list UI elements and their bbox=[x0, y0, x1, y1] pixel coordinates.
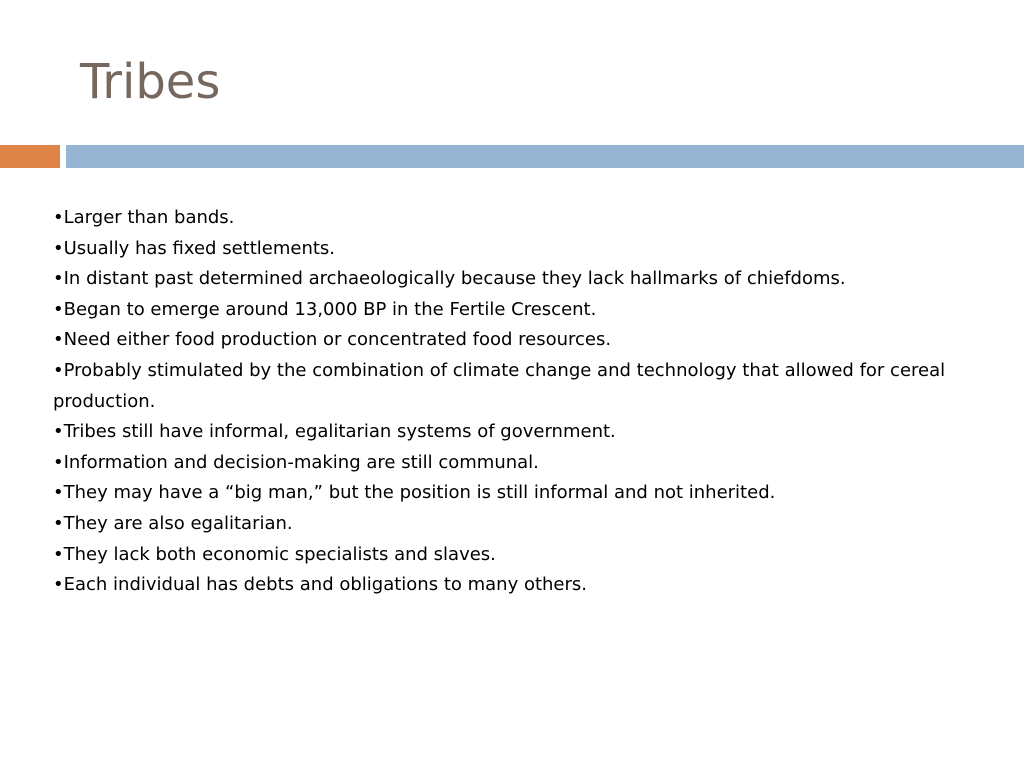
bullet-item bbox=[53, 264, 973, 295]
bullet-item bbox=[53, 448, 973, 479]
bullet-text: Probably stimulated by the combination of climate change and technology that allowed for cereal production. bbox=[53, 359, 946, 412]
bullet-text: Need either food production or concentrated food resources. bbox=[63, 329, 612, 351]
bullet-text: They are also egalitarian. bbox=[63, 512, 293, 534]
bullet-item bbox=[53, 509, 973, 540]
slide-title: Tribes bbox=[80, 54, 221, 110]
bullet-text: Tribes still have informal, egalitarian systems of government. bbox=[63, 421, 616, 443]
bullet-marker: • bbox=[53, 421, 64, 443]
bullet-marker: • bbox=[53, 512, 64, 534]
bullet-marker: • bbox=[53, 574, 64, 596]
bullet-text: In distant past determined archaeologically because they lack hallmarks of chiefdoms. bbox=[63, 268, 846, 290]
bullet-text: They may have a “big man,” but the position is still informal and not inherited. bbox=[63, 482, 776, 504]
bullet-item bbox=[53, 203, 973, 234]
bullet-item bbox=[53, 356, 973, 417]
bullet-marker: • bbox=[53, 207, 64, 228]
bullet-item bbox=[53, 478, 973, 509]
bullet-item bbox=[53, 234, 973, 265]
bullet-item bbox=[53, 417, 973, 448]
bullet-marker: • bbox=[53, 298, 64, 320]
bullet-list bbox=[53, 203, 973, 601]
bullet-item bbox=[53, 540, 973, 571]
bullet-text: Usually has fixed settlements. bbox=[63, 237, 336, 259]
bullet-marker: • bbox=[53, 329, 64, 351]
bullet-marker: • bbox=[53, 359, 64, 381]
bullet-text: Began to emerge around 13,000 BP in the Fertile Crescent. bbox=[63, 298, 597, 320]
bullet-text: Information and decision-making are still communal. bbox=[63, 451, 539, 473]
accent-bar-blue bbox=[66, 145, 1024, 168]
bullet-text: Larger than bands. bbox=[63, 207, 235, 228]
bullet-item bbox=[53, 295, 973, 326]
bullet-marker: • bbox=[53, 237, 64, 259]
bullet-text: Each individual has debts and obligations to many others. bbox=[63, 574, 588, 596]
bullet-marker: • bbox=[53, 482, 64, 504]
accent-bar-orange bbox=[0, 145, 60, 168]
bullet-marker: • bbox=[53, 543, 64, 565]
bullet-marker: • bbox=[53, 268, 64, 290]
bullet-marker: • bbox=[53, 451, 64, 473]
bullet-item bbox=[53, 325, 973, 356]
bullet-item bbox=[53, 570, 973, 601]
bullet-text: They lack both economic specialists and slaves. bbox=[63, 543, 496, 565]
